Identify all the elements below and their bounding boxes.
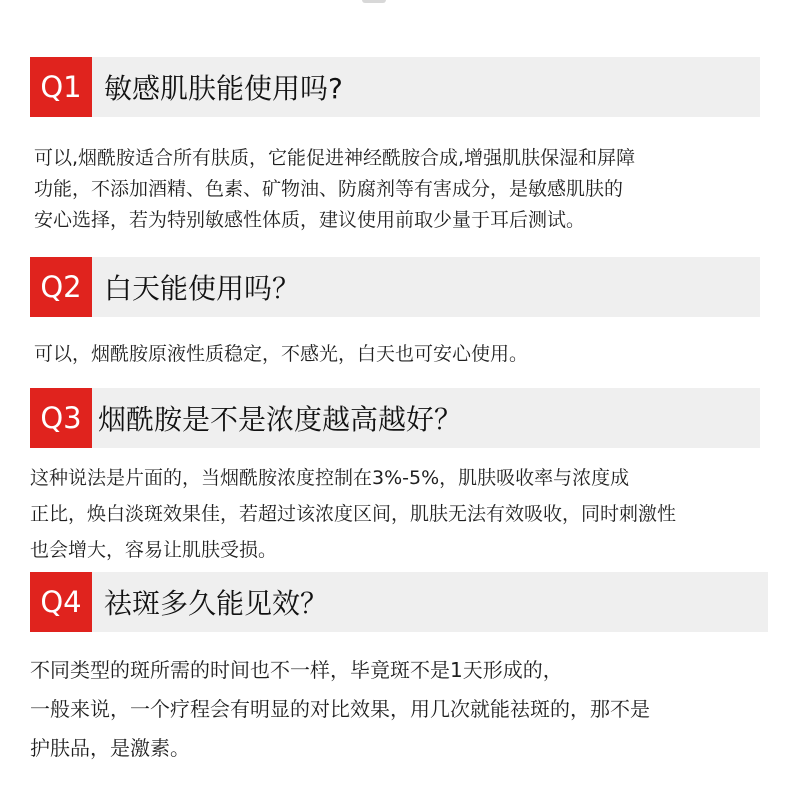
question-title: 敏感肌肤能使用吗?	[104, 72, 343, 105]
question-title: 白天能使用吗？	[104, 272, 301, 305]
answer-line: 安心选择，若为特别敏感性体质，建议使用前取少量于耳后测试。	[34, 209, 586, 231]
answer-line: 可以，烟酰胺原液性质稳定，不感光，白天也可安心使用。	[34, 343, 529, 365]
question-header-q2	[30, 257, 760, 317]
answer-q1	[34, 143, 635, 236]
answer-q3	[30, 460, 676, 568]
question-badge: Q3	[30, 388, 92, 448]
question-header-q1	[30, 57, 760, 117]
question-header-q4	[30, 572, 768, 632]
answer-line: 一般来说，一个疗程会有明显的对比效果，用几次就能祛斑的，那不是	[30, 697, 650, 721]
answer-line: 这种说法是片面的，当烟酰胺浓度控制在3%-5%，肌肤吸收率与浓度成	[30, 467, 630, 489]
answer-q4	[30, 651, 650, 768]
question-header-q3	[30, 388, 760, 448]
answer-line: 可以,烟酰胺适合所有肤质，它能促进神经酰胺合成,增强肌肤保湿和屏障	[34, 147, 636, 169]
answer-line: 护肤品，是激素。	[30, 736, 190, 760]
answer-line: 不同类型的斑所需的时间也不一样，毕竟斑不是1天形成的，	[30, 658, 563, 682]
answer-line: 正比，焕白淡斑效果佳，若超过该浓度区间，肌肤无法有效吸收，同时刺激性	[30, 503, 677, 525]
top-decoration	[362, 0, 386, 3]
question-badge: Q4	[30, 572, 92, 632]
question-title: 烟酰胺是不是浓度越高越好？	[98, 403, 463, 436]
answer-line: 也会增大，容易让肌肤受损。	[30, 539, 278, 561]
question-badge: Q2	[30, 257, 92, 317]
question-badge: Q1	[30, 57, 92, 117]
answer-q2	[34, 339, 528, 369]
question-title: 祛斑多久能见效？	[104, 587, 329, 620]
answer-line: 功能，不添加酒精、色素、矿物油、防腐剂等有害成分，是敏感肌肤的	[34, 178, 624, 200]
